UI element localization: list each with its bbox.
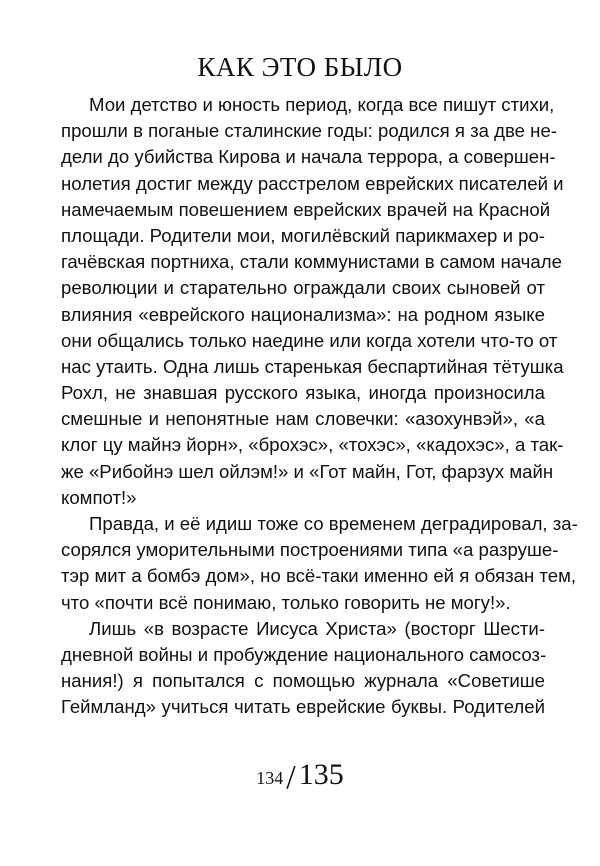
page-number-indicator (0, 755, 600, 796)
text-line: сорялся уморительными построениями типа «а разруше- (61, 539, 559, 561)
text-line: гачёвская портниха, стали коммунистами в самом начале (61, 251, 562, 273)
text-line: компот!» (61, 486, 137, 508)
text-line: намечаемым повешением еврейских врачей на Красной (61, 198, 551, 220)
text-line: тэр мит а бомбэ дом», но всё-таки именно ей я обязан тем, (61, 565, 577, 587)
text-line: революции и старательно ограждали своих сыновей от (61, 277, 545, 299)
text-line: дневной войны и пробуждение национального самосоз- (61, 643, 547, 665)
text-line: прошли в поганые сталинские годы: родился я за две не- (61, 120, 557, 142)
text-line: нания!) я попытался с помощью журнала «Советише (61, 670, 545, 692)
page-separator: / (286, 759, 296, 796)
body-text (61, 92, 578, 721)
text-line: влияния «еврейского национализма»: на родном языке (61, 303, 545, 325)
text-line: они общались только наедине или когда хотели что-то от (61, 329, 558, 351)
text-line: же «Рибойнэ шел ойлэм!» и «Гот майн, Гот, фарзух майн (61, 460, 554, 482)
text-line: Рохл, не знавшая русского языка, иногда произносила (61, 382, 545, 404)
total-pages-number: 135 (298, 758, 344, 791)
paragraph-first-line: Правда, и её идиш тоже со временем деградировал, за- (89, 513, 578, 534)
text-line: смешные и непонятные нам словечки: «азохунвэй», «а (61, 408, 545, 430)
chapter-title: КАК ЭТО БЫЛО (197, 52, 403, 82)
text-line: Геймланд» учиться читать еврейские буквы. Родителей (61, 696, 545, 718)
text-line: что «почти всё понимаю, только говорить не могу!». (61, 591, 511, 613)
text-line: дели до убийства Кирова и начала террора, а совершен- (61, 146, 556, 168)
text-line: клог цу майнэ йорн», «брохэс», «тохэс», «кадохэс», а так- (61, 434, 564, 456)
paragraph-first-line: Мои детство и юность период, когда все пишут стихи, (89, 94, 555, 115)
text-line: нолетия достиг между расстрелом еврейских писателей и (61, 172, 564, 194)
text-line: нас утаить. Одна лишь старенькая беспартийная тётушка (61, 355, 564, 377)
current-page-number: 134 (256, 768, 284, 788)
paragraph-first-line: Лишь «в возрасте Иисуса Христа» (восторг Шести- (89, 617, 545, 639)
text-line: площади. Родители мои, могилёвский парикмахер и ро- (61, 224, 545, 246)
